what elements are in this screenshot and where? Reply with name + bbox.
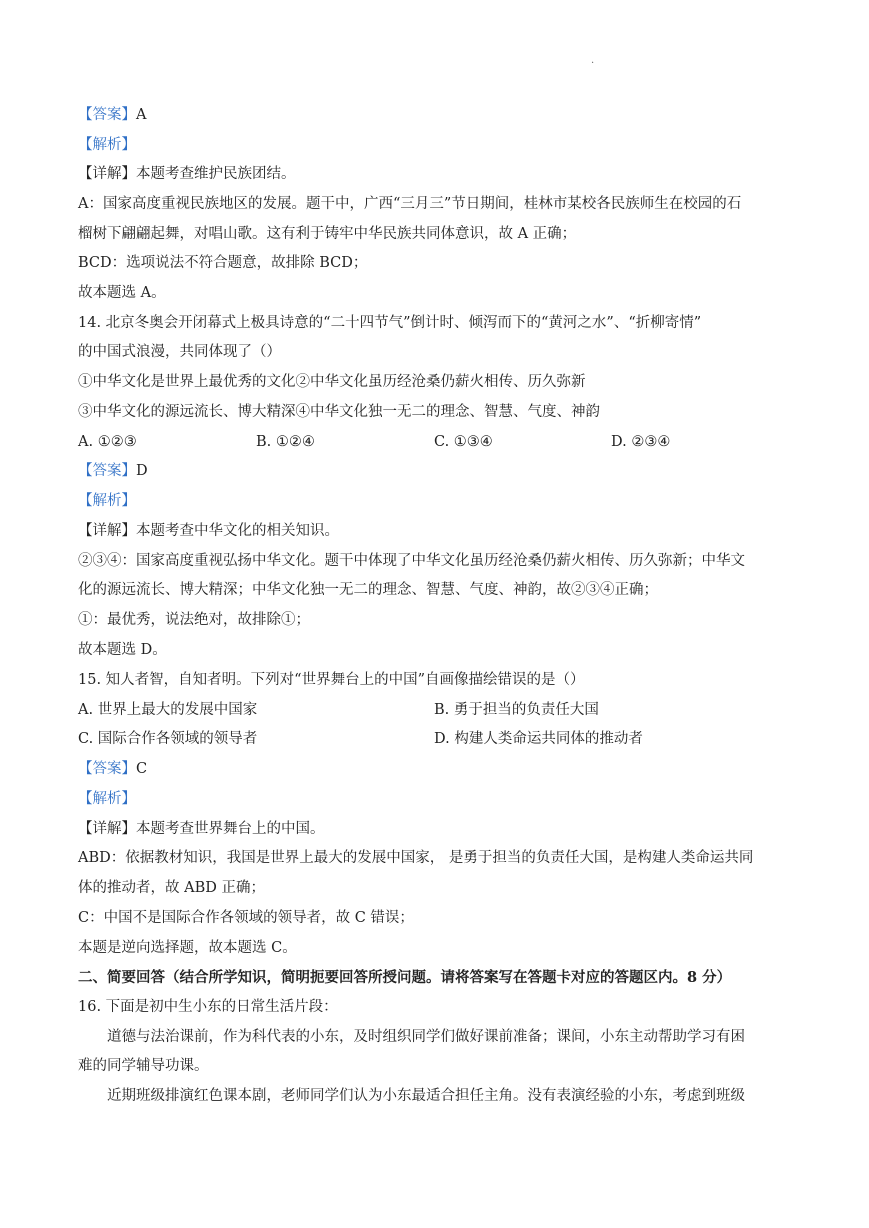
statement-line: ③中华文化的源远流长、博大精深④中华文化独一无二的理念、智慧、气度、神韵 <box>78 404 600 420</box>
explanation-line: 体的推动者，故 ABD 正确； <box>78 880 265 896</box>
passage-line: 道德与法治课前，作为科代表的小东，及时组织同学们做好课前准备；课间，小东主动帮助学习有困 <box>107 1029 745 1045</box>
explanation-line: 榴树下翩翩起舞，对唱山歌。这有利于铸牢中华民族共同体意识，故 A 正确； <box>78 226 577 242</box>
answer-value: C <box>136 761 148 777</box>
conclusion-line: 故本题选 A。 <box>78 285 166 301</box>
answer-tag: 【答案】 <box>78 761 136 777</box>
analysis-tag: 【解析】 <box>78 137 136 153</box>
answer-value: A <box>136 107 147 123</box>
explanation-line: 化的源远流长、博大精深；中华文化独一无二的理念、智慧、气度、神韵，故②③④正确； <box>78 582 658 598</box>
analysis-tag: 【解析】 <box>78 493 136 509</box>
option-b: B. ①②④ <box>256 434 315 450</box>
statement-line: ①中华文化是世界上最优秀的文化②中华文化虽历经沧桑仍薪火相传、历久弥新 <box>78 374 586 390</box>
answer-line <box>78 754 798 784</box>
option-b: B. 勇于担当的负责任大国 <box>434 702 599 718</box>
question-stem: 的中国式浪漫，共同体现了（） <box>78 344 281 360</box>
option-d: D. ②③④ <box>611 434 671 450</box>
explanation-line: BCD：选项说法不符合题意，故排除 BCD； <box>78 255 368 271</box>
question-stem: 16. 下面是初中生小东的日常生活片段： <box>78 999 338 1015</box>
explanation-line: A：国家高度重视民族地区的发展。题干中，广西“三月三”节日期间，桂林市某校各民族师生在校园的石 <box>78 196 742 212</box>
option-c: C. 国际合作各领域的领导者 <box>78 731 258 747</box>
explanation-line: ABD：依据教材知识，我国是世界上最大的发展中国家， 是勇于担当的负责任大国，是构建人类命运共同 <box>78 850 754 866</box>
answer-line <box>78 100 798 130</box>
passage-line: 近期班级排演红色课本剧，老师同学们认为小东最适合担任主角。没有表演经验的小东，考虑到班级 <box>107 1088 745 1104</box>
explanation-line: C：中国不是国际合作各领域的领导者，故 C 错误； <box>78 910 414 926</box>
question-stem: 15. 知人者智，自知者明。下列对“世界舞台上的中国”自画像描绘错误的是（） <box>78 672 585 688</box>
option-c: C. ①③④ <box>434 434 493 450</box>
explanation-line: ①：最优秀，说法绝对，故排除①； <box>78 612 310 628</box>
option-d: D. 构建人类命运共同体的推动者 <box>434 731 643 747</box>
question-stem: 14. 北京冬奥会开闭幕式上极具诗意的“二十四节气”倒计时、倾泻而下的“黄河之水”、“折柳寄情” <box>78 315 702 331</box>
header-dot: . <box>591 55 595 66</box>
passage-line: 难的同学辅导功课。 <box>78 1058 209 1074</box>
analysis-tag: 【解析】 <box>78 791 136 807</box>
detail-line: 【详解】本题考查世界舞台上的中国。 <box>78 821 325 837</box>
answer-value: D <box>136 463 148 479</box>
explanation-line: ②③④：国家高度重视弘扬中华文化。题干中体现了中华文化虽历经沧桑仍薪火相传、历久弥新；中华文 <box>78 553 745 569</box>
detail-line: 【详解】本题考查中华文化的相关知识。 <box>78 523 339 539</box>
conclusion-line: 本题是逆向选择题，故本题选 C。 <box>78 940 297 956</box>
answer-line <box>78 456 798 486</box>
option-a: A. ①②③ <box>78 434 137 450</box>
answer-tag: 【答案】 <box>78 463 136 479</box>
detail-line: 【详解】本题考查维护民族团结。 <box>78 166 296 182</box>
option-a: A. 世界上最大的发展中国家 <box>78 702 258 718</box>
answer-tag: 【答案】 <box>78 107 136 123</box>
section-heading: 二、简要回答（结合所学知识，简明扼要回答所授问题。请将答案写在答题卡对应的答题区内。8 分） <box>78 969 732 986</box>
conclusion-line: 故本题选 D。 <box>78 642 167 658</box>
